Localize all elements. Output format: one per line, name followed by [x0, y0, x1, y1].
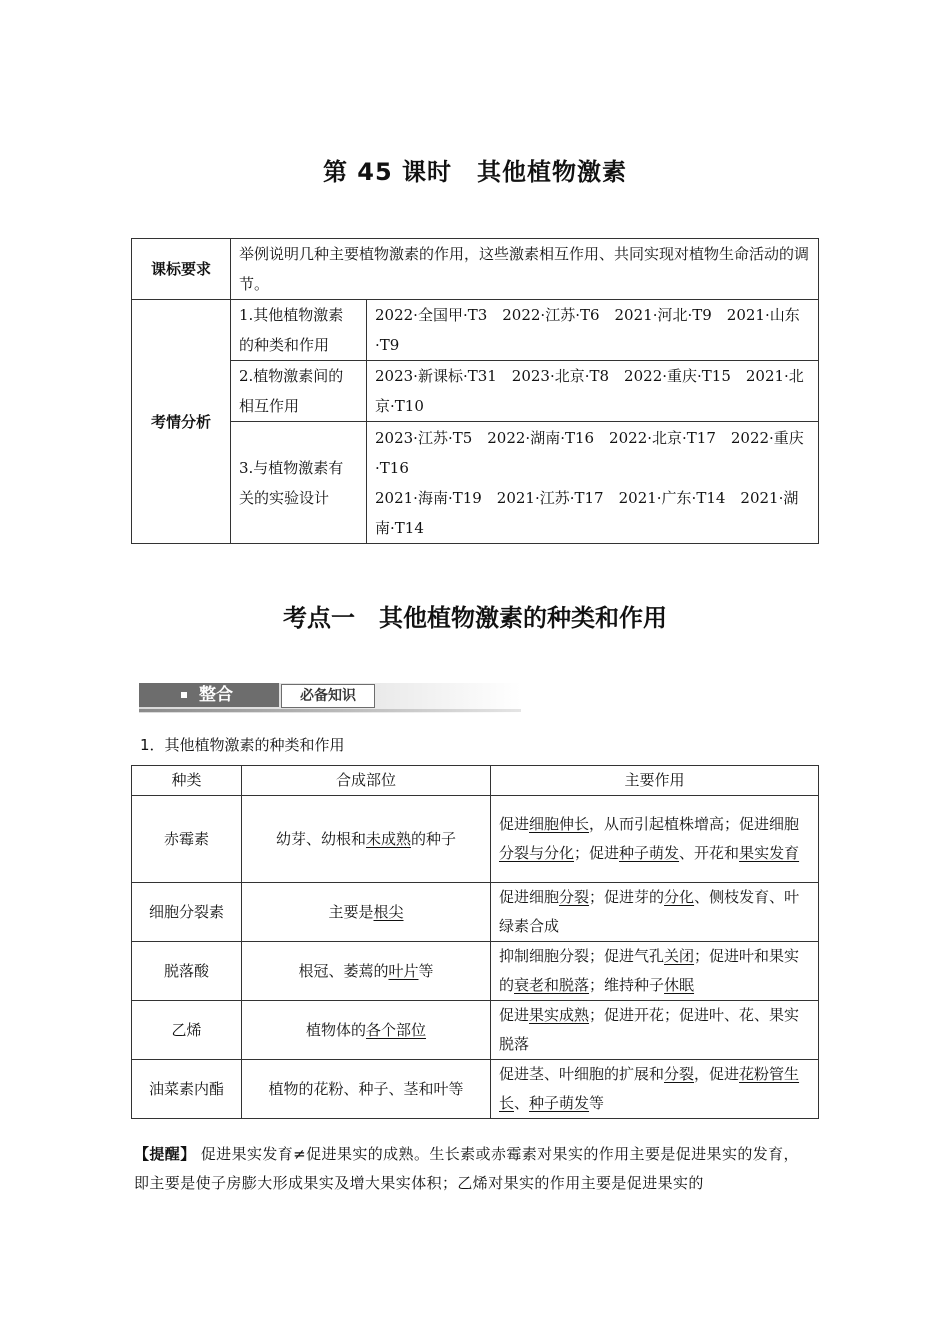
hormone-name: 乙烯 — [132, 1001, 242, 1060]
topic-cell: 3.与植物激素有关的实验设计 — [231, 422, 367, 544]
req-label: 课标要求 — [132, 239, 231, 300]
main-function: 促进茎、叶细胞的扩展和分裂，促进花粉管生长、种子萌发等 — [491, 1060, 819, 1119]
table-row — [132, 883, 819, 942]
refs-line: 2021·海南·T19 2021·江苏·T17 2021·广东·T14 2021·湖南·T14 — [375, 488, 799, 537]
reminder-text: 促进果实发育≠促进果实的成熟。生长素或赤霉素对果实的作用主要是促进果实的发育，即主要是使子房膨大形成果实及增大果实体积；乙烯对果实的作用主要是促进果实的 — [134, 1145, 799, 1192]
analysis-label: 考情分析 — [132, 300, 231, 544]
banner-tag: 必备知识 — [281, 684, 375, 708]
refs-line: 2023·江苏·T5 2022·湖南·T16 2022·北京·T17 2022·重庆·T16 — [375, 428, 804, 477]
header-cell: 合成部位 — [242, 766, 491, 796]
main-function: 促进细胞伸长，从而引起植株增高；促进细胞分裂与分化；促进种子萌发、开花和果实发育 — [491, 796, 819, 883]
hormone-name: 脱落酸 — [132, 942, 242, 1001]
hormone-table — [131, 765, 819, 1119]
synthesis-site: 植物体的各个部位 — [242, 1001, 491, 1060]
synthesis-site: 根冠、萎蔫的叶片等 — [242, 942, 491, 1001]
header-cell: 主要作用 — [491, 766, 819, 796]
table-row — [132, 1001, 819, 1060]
curriculum-table — [131, 238, 819, 544]
section-banner — [139, 683, 521, 713]
banner-underline — [139, 709, 521, 712]
header-cell: 种类 — [132, 766, 242, 796]
req-text: 举例说明几种主要植物激素的作用，这些激素相互作用、共同实现对植物生命活动的调节。 — [231, 239, 819, 300]
banner-label — [139, 683, 279, 707]
hormone-name: 细胞分裂素 — [132, 883, 242, 942]
synthesis-site: 幼芽、幼根和未成熟的种子 — [242, 796, 491, 883]
refs-cell: 2022·全国甲·T3 2022·江苏·T6 2021·河北·T9 2021·山东·T9 — [367, 300, 819, 361]
refs-cell: 2023·新课标·T31 2023·北京·T8 2022·重庆·T15 2021·北京·T10 — [367, 361, 819, 422]
table-row — [132, 942, 819, 1001]
main-function: 抑制细胞分裂；促进气孔关闭；促进叶和果实的衰老和脱落；维持种子休眠 — [491, 942, 819, 1001]
square-bullet-icon — [181, 692, 187, 698]
banner-main-text: 整合 — [199, 685, 233, 705]
topic-cell: 1.其他植物激素的种类和作用 — [231, 300, 367, 361]
synthesis-site: 植物的花粉、种子、茎和叶等 — [242, 1060, 491, 1119]
page-title: 第 45 课时 其他植物激素 — [322, 158, 628, 186]
reminder-tag: 【提醒】 — [134, 1145, 196, 1163]
section-title: 考点一 其他植物激素的种类和作用 — [283, 604, 667, 632]
main-function: 促进细胞分裂；促进芽的分化、侧枝发育、叶绿素合成 — [491, 883, 819, 942]
topic-cell: 2.植物激素间的相互作用 — [231, 361, 367, 422]
hormone-name: 油菜素内酯 — [132, 1060, 242, 1119]
table-row — [132, 1060, 819, 1119]
table-row — [132, 796, 819, 883]
reminder-paragraph — [134, 1140, 814, 1198]
subheading: 1．其他植物激素的种类和作用 — [140, 736, 345, 754]
synthesis-site: 主要是根尖 — [242, 883, 491, 942]
refs-cell — [367, 422, 819, 544]
hormone-name: 赤霉素 — [132, 796, 242, 883]
main-function: 促进果实成熟；促进开花；促进叶、花、果实脱落 — [491, 1001, 819, 1060]
